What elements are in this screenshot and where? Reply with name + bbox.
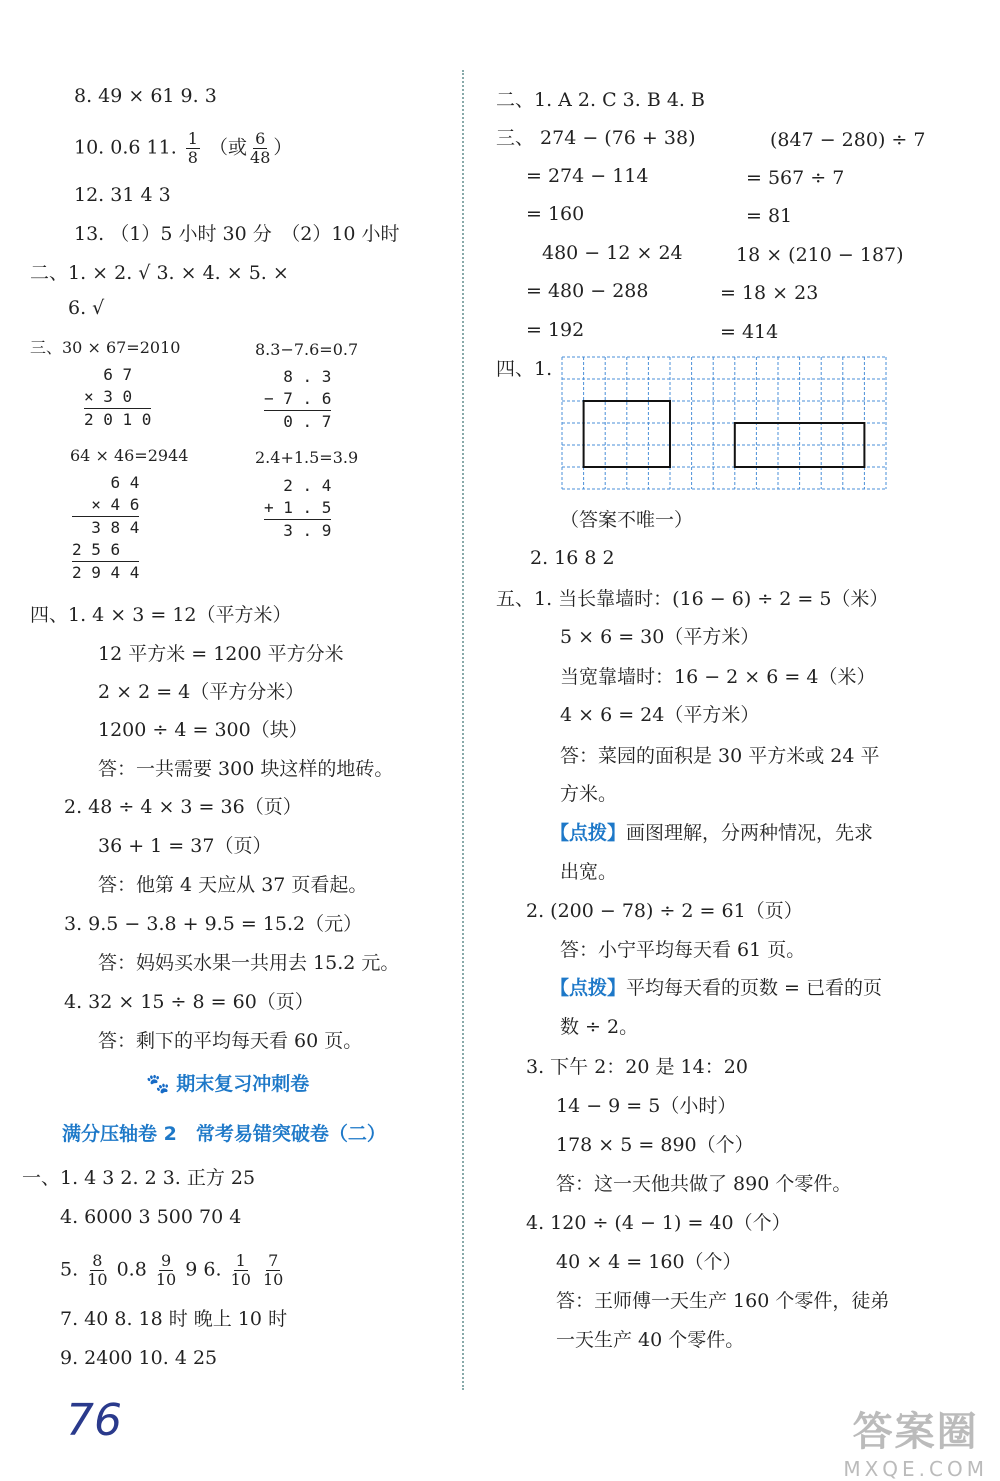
- answer-line-fraction: [60, 1252, 286, 1289]
- answer-line: 方米。: [560, 783, 618, 805]
- answer-line: 五、1. 当长靠墙时：(16 − 6) ÷ 2 = 5（米）: [496, 588, 889, 610]
- answer-text: 5.: [60, 1258, 79, 1281]
- calc-row: + 1 . 5: [264, 497, 331, 520]
- answer-line: 12. 31 4 3: [74, 184, 171, 206]
- vertical-calc: [84, 364, 151, 431]
- answer-line: = 480 − 288: [526, 280, 649, 302]
- answer-line: 2 × 2 = 4（平方分米）: [98, 681, 305, 703]
- tip-text: 画图理解，分两种情况，先求: [626, 822, 874, 844]
- answer-line: 3. 下午 2：20 是 14：20: [526, 1056, 748, 1078]
- answer-line: 三、 274 − (76 + 38): [496, 127, 696, 149]
- answer-line: 3. 9.5 − 3.8 + 9.5 = 15.2（元）: [64, 913, 363, 935]
- numerator: 9: [160, 1251, 172, 1270]
- answer-line: = 81: [746, 205, 793, 227]
- calc-row: 2 9 4 4: [72, 563, 140, 582]
- left-column: [0, 0, 460, 1390]
- right-column: [470, 0, 1000, 1390]
- answer-line: 二、1. × 2. √ 3. × 4. × 5. ×: [30, 262, 289, 284]
- answer-line: 四、1.: [496, 358, 553, 380]
- numerator: 8: [92, 1251, 103, 1270]
- answer-line: 40 × 4 = 160（个）: [556, 1251, 742, 1273]
- answer-line: 2.4+1.5=3.9: [255, 448, 359, 467]
- answer-line: 9. 2400 10. 4 25: [60, 1347, 218, 1369]
- tip-label: 【点拨】: [550, 822, 627, 844]
- tip-line: 出宽。: [560, 861, 618, 883]
- answer-line: 5 × 6 = 30（平方米）: [560, 626, 760, 648]
- answer-line: 答：小宁平均每天看 61 页。: [560, 939, 806, 961]
- answer-line: (847 − 280) ÷ 7: [770, 129, 926, 151]
- answer-line: 三、30 × 67=2010: [30, 338, 181, 357]
- calc-row: 0 . 7: [264, 412, 332, 431]
- answer-line: 2. (200 − 78) ÷ 2 = 61（页）: [526, 900, 803, 922]
- answer-line: 一、1. 4 3 2. 2 3. 正方 25: [22, 1167, 256, 1189]
- tip-label: 【点拨】: [550, 977, 627, 999]
- answer-line: 一天生产 40 个零件。: [556, 1329, 745, 1351]
- calc-row: × 4 6: [72, 494, 139, 517]
- answer-line: 答：这一天他共做了 890 个零件。: [556, 1173, 852, 1195]
- answer-line: = 274 − 114: [526, 165, 649, 187]
- section-heading-text: 期末复习冲刺卷: [176, 1073, 310, 1095]
- calc-row: 3 8 4: [72, 518, 140, 537]
- paw-icon: 🐾: [146, 1073, 170, 1095]
- grid-diagram-svg: [560, 355, 890, 495]
- tip-line: [550, 821, 873, 845]
- calc-row: 3 . 9: [264, 521, 332, 540]
- answer-line: 178 × 5 = 890（个）: [556, 1134, 754, 1156]
- answer-text: 0.8: [116, 1258, 147, 1281]
- answer-line: 4. 6000 3 500 70 4: [60, 1206, 242, 1228]
- answer-text: 9 6.: [185, 1258, 222, 1281]
- calc-row: 8 . 3: [264, 367, 332, 386]
- calc-row: 2 5 6: [72, 539, 139, 562]
- column-divider: [462, 70, 464, 1390]
- answer-line: 四、1. 4 × 3 = 12（平方米）: [30, 604, 292, 626]
- fraction: [156, 1252, 176, 1289]
- answer-line: 答：剩下的平均每天看 60 页。: [98, 1030, 363, 1052]
- answer-line: 4 × 6 = 24（平方米）: [560, 704, 760, 726]
- vertical-calc: [72, 472, 139, 584]
- answer-line: 13. （1）5 小时 30 分 （2）10 小时: [74, 223, 400, 245]
- numerator: 7: [268, 1251, 279, 1270]
- answer-line: 14 − 9 = 5（小时）: [556, 1095, 737, 1117]
- calc-row: 2 0 1 0: [84, 410, 152, 429]
- answer-line: 答：一共需要 300 块这样的地砖。: [98, 758, 394, 780]
- fraction: [186, 130, 200, 167]
- grid-diagram: [560, 355, 890, 495]
- watermark-text: 答案圈: [852, 1409, 979, 1455]
- answer-line-fraction: [74, 130, 292, 167]
- answer-line: = 160: [526, 203, 585, 225]
- answer-line: 4. 32 × 15 ÷ 8 = 60（页）: [64, 991, 314, 1013]
- answer-line: = 414: [720, 321, 779, 343]
- tip-line: [550, 976, 882, 1000]
- answer-line: 18 × (210 − 187): [736, 244, 904, 266]
- fraction: [231, 1252, 251, 1289]
- tip-text: 平均每天看的页数 = 已看的页: [626, 977, 883, 999]
- answer-line: 36 + 1 = 37（页）: [98, 835, 272, 857]
- denominator: 10: [155, 1270, 177, 1289]
- calc-row: 6 4: [72, 473, 140, 492]
- denominator: 10: [230, 1270, 251, 1289]
- tip-line: 数 ÷ 2。: [560, 1016, 639, 1038]
- handwritten-page-number: 76: [66, 1395, 122, 1446]
- denominator: 48: [250, 148, 271, 167]
- answer-line: 8.3−7.6=0.7: [255, 340, 359, 359]
- fraction: [87, 1252, 107, 1289]
- numerator: 1: [187, 129, 198, 148]
- answer-line: 二、1. A 2. C 3. B 4. B: [496, 89, 705, 111]
- denominator: 10: [262, 1270, 284, 1289]
- answer-line: = 192: [526, 319, 585, 341]
- answer-line: 答：他第 4 天应从 37 页看起。: [98, 874, 368, 896]
- answer-line: 4. 120 ÷ (4 − 1) = 40（个）: [526, 1212, 791, 1234]
- numerator: 6: [255, 129, 266, 148]
- answer-line: 6. √: [68, 297, 105, 319]
- calc-row: × 3 0: [84, 386, 151, 409]
- watermark-url: MXQE.COM: [843, 1457, 988, 1481]
- answer-line: 480 − 12 × 24: [542, 242, 683, 264]
- answer-line: = 18 × 23: [720, 282, 819, 304]
- answer-line: 64 × 46=2944: [70, 446, 189, 465]
- numerator: 1: [235, 1251, 246, 1270]
- calc-row: 2 . 4: [264, 476, 332, 495]
- vertical-calc: [264, 366, 331, 433]
- answer-text: ）: [273, 136, 293, 159]
- denominator: 10: [87, 1270, 108, 1289]
- answer-line: 8. 49 × 61 9. 3: [74, 85, 217, 107]
- answer-line: 答：妈妈买水果一共用去 15.2 元。: [98, 952, 400, 974]
- answer-text: 10. 0.6 11.: [74, 136, 177, 159]
- calc-row: − 7 . 6: [264, 388, 331, 411]
- denominator: 8: [187, 148, 198, 167]
- answer-line: = 567 ÷ 7: [746, 167, 845, 189]
- answer-text: （或: [209, 136, 248, 159]
- calc-row: 6 7: [84, 365, 133, 384]
- answer-note: （答案不唯一）: [560, 509, 694, 531]
- watermark-logo: [843, 1400, 988, 1481]
- answer-line: 2. 16 8 2: [530, 547, 615, 569]
- section-subheading: 满分压轴卷 2 常考易错突破卷（二）: [62, 1123, 386, 1145]
- section-heading: [146, 1072, 309, 1096]
- fraction: [263, 1252, 283, 1289]
- answer-line: 1200 ÷ 4 = 300（块）: [98, 719, 308, 741]
- answer-line: 12 平方米 = 1200 平方分米: [98, 643, 344, 665]
- answer-line: 答：王师傅一天生产 160 个零件，徒弟: [556, 1290, 890, 1312]
- answer-line: 2. 48 ÷ 4 × 3 = 36（页）: [64, 796, 302, 818]
- answer-line: 答：菜园的面积是 30 平方米或 24 平: [560, 745, 880, 767]
- vertical-calc: [264, 475, 331, 542]
- answer-line: 7. 40 8. 18 时 晚上 10 时: [60, 1308, 288, 1330]
- fraction: [250, 130, 270, 167]
- answer-line: 当宽靠墙时：16 − 2 × 6 = 4（米）: [560, 666, 876, 688]
